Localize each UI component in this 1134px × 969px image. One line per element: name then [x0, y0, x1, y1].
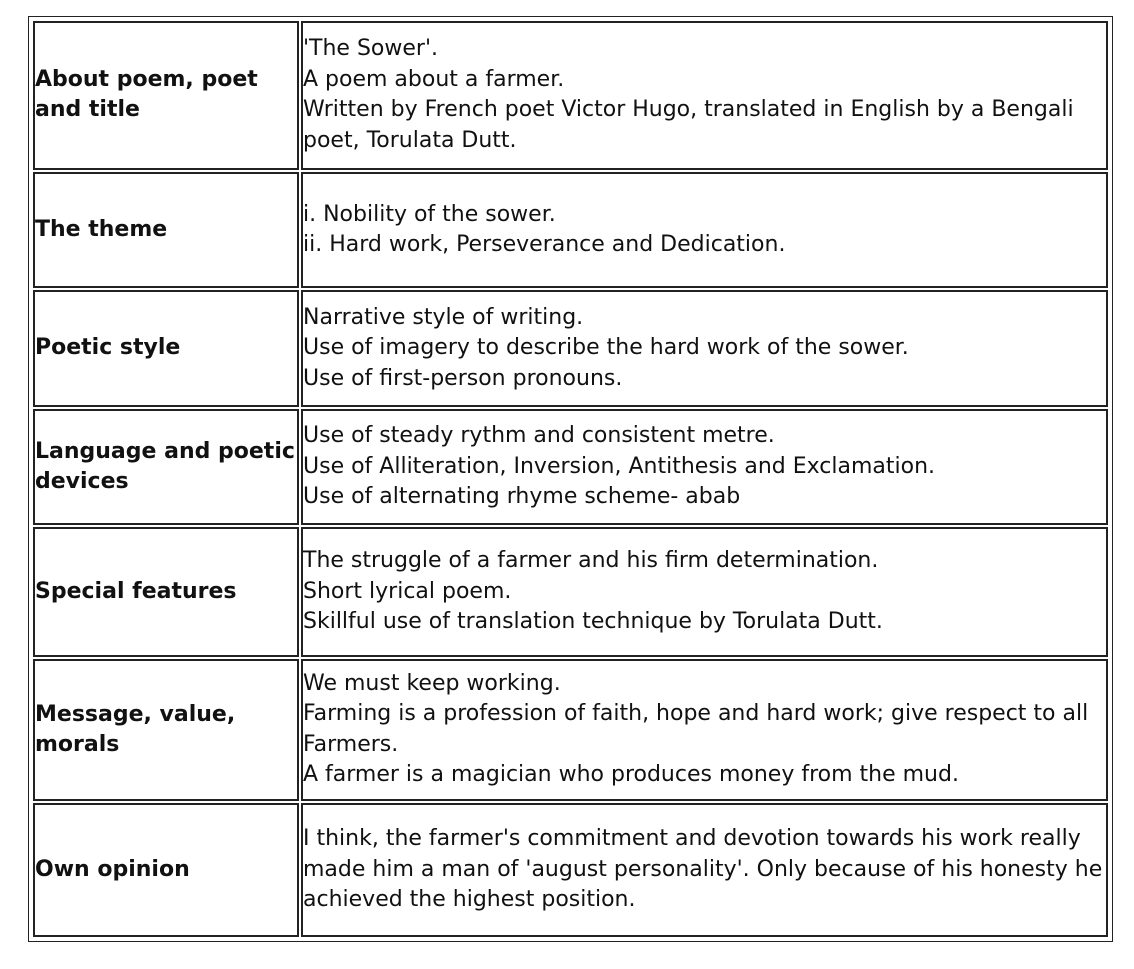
row-label: Own opinion [33, 803, 299, 937]
content-line: I think, the farmer's commitment and devotion towards his work really made him a man of 'august personality'. Only because of his honesty he achieved the highest position. [303, 826, 1103, 913]
table-row-message-values [33, 659, 1108, 802]
content-line: We must keep working. [303, 670, 561, 696]
table-row-language-devices [33, 409, 1108, 525]
table-row-theme [33, 172, 1108, 288]
row-label: Message, value, morals [33, 659, 299, 802]
content-line: A farmer is a magician who produces money from the mud. [303, 762, 959, 788]
content-line: Use of steady rythm and consistent metre. [303, 423, 775, 449]
row-content [301, 409, 1108, 525]
table-row-own-opinion [33, 803, 1108, 937]
row-label: The theme [33, 172, 299, 288]
content-line: The struggle of a farmer and his firm determination. [303, 548, 879, 574]
row-label: Language and poetic devices [33, 409, 299, 525]
content-line: Short lyrical poem. [303, 578, 512, 604]
row-content [301, 21, 1108, 170]
row-label: About poem, poet and title [33, 21, 299, 170]
content-line: Use of alternating rhyme scheme- abab [303, 484, 741, 510]
row-label: Poetic style [33, 290, 299, 406]
content-line: Written by French poet Victor Hugo, translated in English by a Bengali poet, Torulata Dutt. [303, 97, 1074, 153]
content-line: i. Nobility of the sower. [303, 201, 556, 227]
content-line: ii. Hard work, Perseverance and Dedication. [303, 232, 786, 257]
table-row-special-features [33, 527, 1108, 657]
poem-summary-table [31, 19, 1110, 939]
content-line: Farming is a profession of faith, hope and hard work; give respect to all Farmers. [303, 701, 1089, 757]
row-content [301, 172, 1108, 288]
content-line: 'The Sower'. [303, 36, 438, 62]
row-content [301, 527, 1108, 657]
content-line: Use of first-person pronouns. [303, 365, 623, 391]
table-row-about-poem [33, 21, 1108, 170]
content-line: Narrative style of writing. [303, 304, 584, 330]
row-content [301, 290, 1108, 406]
row-label: Special features [33, 527, 299, 657]
content-line: A poem about a farmer. [303, 66, 565, 92]
row-content [301, 659, 1108, 802]
row-content [301, 803, 1108, 937]
table-row-poetic-style [33, 290, 1108, 406]
content-line: Use of imagery to describe the hard work of the sower. [303, 335, 909, 361]
content-line: Skillful use of translation technique by Torulata Dutt. [303, 609, 883, 635]
content-line: Use of Alliteration, Inversion, Antithesis and Exclamation. [303, 453, 936, 479]
poem-summary-table-frame [28, 16, 1113, 942]
